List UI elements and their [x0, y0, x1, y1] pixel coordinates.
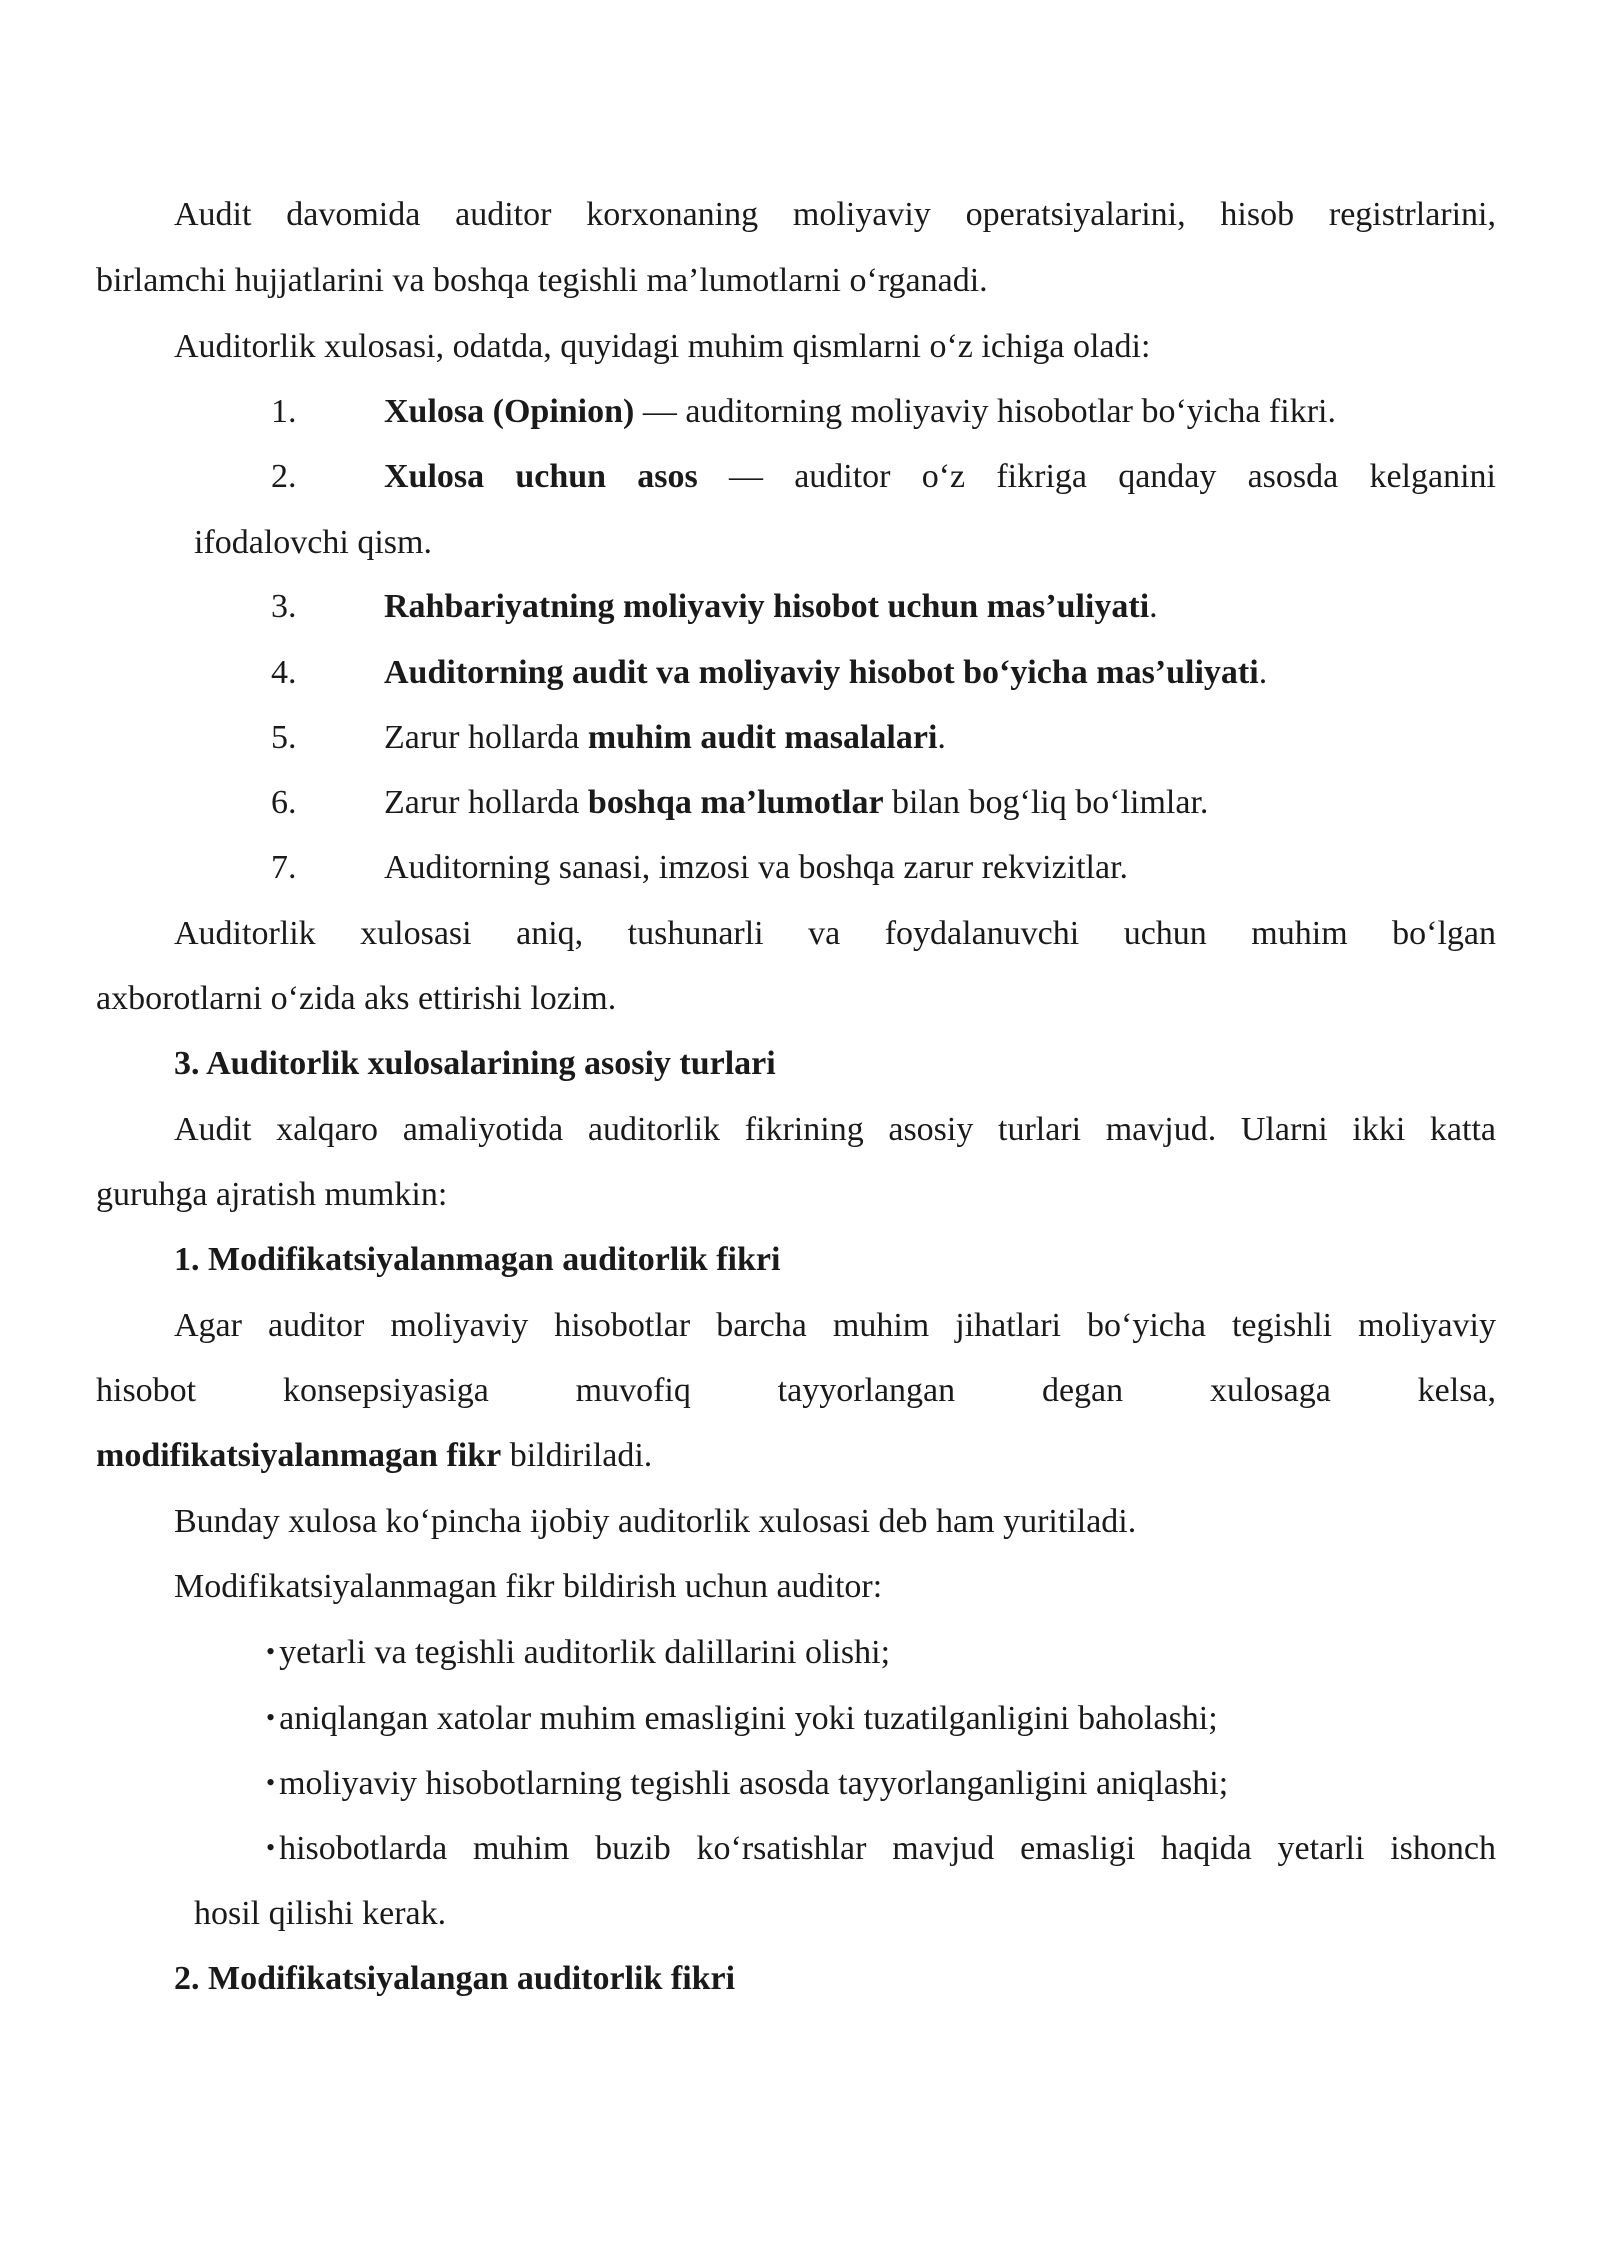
- list-item-number: 4.: [271, 654, 297, 691]
- bullet-text: aniqlangan xatolar muhim emasligini yoki tuzatilganligini baholashi;: [279, 1700, 1218, 1737]
- bullet-text: hisobotlarda muhim buzib ko‘rsatishlar mavjud emasligi haqida yetarli ishonch: [279, 1830, 1496, 1867]
- list-item-number: 7.: [271, 849, 297, 886]
- bullet-text: moliyaviy hisobotlarning tegishli asosda tayyorlanganligini aniqlashi;: [279, 1765, 1229, 1802]
- list-item-bold: Xulosa uchun asos: [384, 458, 698, 495]
- list-item-bold: Xulosa (Opinion): [384, 393, 635, 430]
- list-item-number: 3.: [271, 588, 297, 625]
- list-item-text: [384, 651, 1267, 695]
- list-item-prefix: Zarur hollarda: [384, 784, 588, 821]
- bullet-item: [266, 1826, 1496, 1870]
- subsection-heading: 1. Modifikatsiyalanmagan auditorlik fikri: [174, 1241, 781, 1278]
- paragraph-5-line-1: Agar auditor moliyaviy hisobotlar barcha muhim jihatlari bo‘yicha tegishli moliyaviy: [174, 1307, 1496, 1344]
- paragraph-3-line-1: Auditorlik xulosasi aniq, tushunarli va foydalanuvchi uchun muhim bo‘lgan: [174, 915, 1496, 952]
- list-item-continuation: ifodalovchi qism.: [194, 524, 432, 561]
- list-item-bold: boshqa ma’lumotlar: [587, 784, 884, 821]
- paragraph-4-line-1: Audit xalqaro amaliyotida auditorlik fikrining asosiy turlari mavjud. Ularni ikki katta: [174, 1111, 1496, 1148]
- list-item-rest: — auditor o‘z fikriga qanday asosda kelganini: [697, 458, 1496, 495]
- bullet-item: [266, 1630, 890, 1675]
- paragraph-5-line-2: hisobot konsepsiyasiga muvofiq tayyorlangan degan xulosaga kelsa,: [96, 1372, 1496, 1409]
- list-item-bold: muhim audit masalalari: [587, 719, 938, 756]
- paragraph-5-line-3: [96, 1434, 652, 1478]
- paragraph-7: Modifikatsiyalanmagan fikr bildirish uchun auditor:: [174, 1568, 883, 1605]
- list-item-text: [384, 390, 1336, 434]
- bullet-icon: •: [266, 1768, 276, 1797]
- list-item-rest: — auditorning moliyaviy hisobotlar bo‘yicha fikri.: [634, 393, 1336, 430]
- bullet-icon: •: [266, 1703, 276, 1732]
- list-item-number: 6.: [271, 784, 297, 821]
- list-item-text: [384, 585, 1158, 629]
- subsection-heading: 2. Modifikatsiyalangan auditorlik fikri: [174, 1960, 736, 1997]
- list-item-rest: .: [1258, 654, 1268, 691]
- list-item-number: 2.: [271, 458, 297, 495]
- list-item-text: Auditorning sanasi, imzosi va boshqa zarur rekvizitlar.: [384, 849, 1129, 886]
- bold-term: modifikatsiyalanmagan fikr: [96, 1437, 502, 1474]
- section-heading: 3. Auditorlik xulosalarining asosiy turlari: [174, 1045, 776, 1082]
- list-item-text: [384, 781, 1208, 825]
- list-item-rest: .: [937, 719, 946, 756]
- paragraph-1-line-1: Audit davomida auditor korxonaning moliyaviy operatsiyalarini, hisob registrlarini,: [174, 196, 1496, 233]
- paragraph-5-line-3-rest: bildiriladi.: [501, 1437, 653, 1474]
- list-item-text: [384, 455, 1496, 499]
- list-item-number: 1.: [271, 393, 297, 430]
- paragraph-1-line-2: birlamchi hujjatlarini va boshqa tegishli ma’lumotlarni o‘rganadi.: [96, 262, 988, 299]
- list-item-rest: bilan bog‘liq bo‘limlar.: [883, 784, 1209, 821]
- paragraph-3-line-2: axborotlarni o‘zida aks ettirishi lozim.: [96, 980, 617, 1017]
- bullet-item: [266, 1761, 1228, 1806]
- bullet-icon: •: [266, 1833, 276, 1862]
- list-item-rest: .: [1149, 588, 1158, 625]
- paragraph-2: Auditorlik xulosasi, odatda, quyidagi muhim qismlarni o‘z ichiga oladi:: [174, 328, 1151, 365]
- list-item-prefix: Zarur hollarda: [384, 719, 588, 756]
- paragraph-4-line-2: guruhga ajratish mumkin:: [96, 1176, 448, 1213]
- list-item-bold: Rahbariyatning moliyaviy hisobot uchun mas’uliyati: [384, 588, 1150, 625]
- list-item-text: [384, 716, 946, 760]
- bullet-item: [266, 1696, 1218, 1741]
- paragraph-6: Bunday xulosa ko‘pincha ijobiy auditorlik xulosasi deb ham yuritiladi.: [174, 1503, 1137, 1540]
- list-item-number: 5.: [271, 719, 297, 756]
- list-item-bold: Auditorning audit va moliyaviy hisobot bo‘yicha mas’uliyati: [384, 654, 1259, 691]
- bullet-item-continuation: hosil qilishi kerak.: [194, 1895, 447, 1932]
- bullet-icon: •: [266, 1637, 276, 1666]
- bullet-text: yetarli va tegishli auditorlik dalillarini olishi;: [279, 1634, 891, 1671]
